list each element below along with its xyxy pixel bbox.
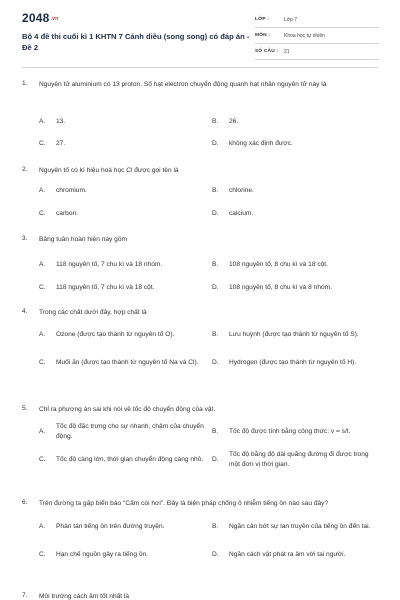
meta-grade: LỚP : Lớp 7 [255, 14, 379, 28]
meta-question-count: SỐ CÂU : 21 [255, 46, 379, 60]
option-letter: D. [212, 456, 219, 463]
option-letter: C. [39, 210, 46, 217]
option-text: Ngăn cản bớt sự lan truyền của tiếng ồn đến tai. [229, 522, 371, 530]
option-text: Lưu huỳnh (được tạo thành từ nguyên tố S). [229, 330, 359, 338]
question-text: Bảng tuần hoàn hiện nay gồm [39, 236, 127, 243]
option-text: Tốc độ bằng độ dài quãng đường đi được trong một đơn vị thời gian. [229, 451, 369, 468]
exam-meta [255, 14, 379, 62]
option-text: 27. [56, 139, 66, 147]
option-text: Muối ăn (được tạo thành từ nguyên tố Na và Cl). [56, 358, 199, 366]
document-title: Bộ 4 đề thi cuối kì 1 KHTN 7 Cánh diều (song song) có đáp án - Đề 2 [22, 32, 250, 52]
option-text: 118 nguyên tố, 7 chu kì và 18 cột. [56, 283, 155, 291]
option-letter: D. [212, 551, 219, 558]
option-letter: B. [212, 187, 219, 194]
option-letter: A. [39, 118, 46, 125]
option-letter: A. [39, 428, 46, 435]
option-letter: C. [39, 284, 46, 291]
option-letter: B. [212, 118, 219, 125]
option-letter: A. [39, 187, 46, 194]
option-text: carbon. [56, 209, 78, 217]
question-text: Môi trường cách âm tốt nhất là [39, 593, 130, 600]
question-number: 4. [22, 308, 28, 315]
option-letter: B. [212, 428, 219, 435]
question-text: Nguyên tố có kí hiệu hoá học Cl được gọi tên là [39, 167, 179, 174]
question-number: 7. [22, 592, 28, 599]
option-letter: D. [212, 140, 219, 147]
option-letter: C. [39, 456, 46, 463]
question-text: Chỉ ra phương án sai khi nói về tốc độ chuyển động của vật. [39, 406, 216, 413]
question-number: 6. [22, 499, 28, 506]
option-letter: A. [39, 261, 46, 268]
page-header [0, 0, 400, 64]
question-text: Nguyên tử aluminium có 13 proton. Số hạt electron chuyển động quanh hạt nhân nguyên tử này là [39, 81, 327, 88]
option-text: 108 nguyên tố, 8 chu kì và 18 cột. [229, 260, 328, 268]
site-logo[interactable]: 2048.vn [22, 11, 59, 25]
option-letter: D. [212, 284, 219, 291]
meta-subject: MÔN : Khoa học tự nhiên [255, 30, 379, 44]
option-text: 26. [229, 117, 239, 125]
question-text: Trên đường ta gặp biển báo "Cấm còi hơi". Đây là biện pháp chống ô nhiễm tiếng ồn nào sau đây? [39, 500, 329, 507]
option-letter: D. [212, 210, 219, 217]
option-text: Hydrogen (được tạo thành từ nguyên tố H). [229, 358, 357, 366]
option-letter: B. [212, 331, 219, 338]
option-text: Ngăn cách vật phát ra âm với tai người. [229, 550, 346, 558]
option-text: Ozone (được tạo thành từ nguyên tố O). [56, 330, 175, 338]
option-text: 108 nguyên tố, 8 chu kì và 8 nhóm. [229, 283, 333, 291]
option-letter: C. [39, 359, 46, 366]
option-text: Tốc độ đặc trưng cho sự nhanh, chậm của chuyển động. [56, 423, 204, 440]
option-text: chromium. [56, 186, 87, 194]
option-text: Phân tán tiếng ồn trên đường truyền. [56, 522, 165, 530]
option-text: calcium. [229, 209, 254, 217]
option-text: Tốc độ được tính bằng công thức: v = s/t. [229, 427, 351, 435]
option-text: 13. [56, 117, 66, 125]
option-letter: B. [212, 523, 219, 530]
header-divider [22, 67, 378, 68]
option-letter: A. [39, 523, 46, 530]
question-number: 5. [22, 405, 28, 412]
question-number: 1. [22, 80, 28, 87]
option-text: 118 nguyên tố, 7 chu kì và 18 nhóm. [56, 260, 163, 268]
option-text: chlorine. [229, 186, 254, 194]
option-letter: A. [39, 331, 46, 338]
option-text: Tốc độ càng lớn, thời gian chuyển động càng nhỏ. [56, 455, 204, 463]
question-text: Trong các chất dưới đây, hợp chất là [39, 309, 147, 316]
option-letter: C. [39, 140, 46, 147]
option-letter: C. [39, 551, 46, 558]
option-text: không xác định được. [229, 139, 293, 147]
option-letter: B. [212, 261, 219, 268]
option-letter: D. [212, 359, 219, 366]
question-number: 2. [22, 166, 28, 173]
question-number: 3. [22, 235, 28, 242]
option-text: Hạn chế nguồn gây ra tiếng ồn. [56, 550, 149, 558]
